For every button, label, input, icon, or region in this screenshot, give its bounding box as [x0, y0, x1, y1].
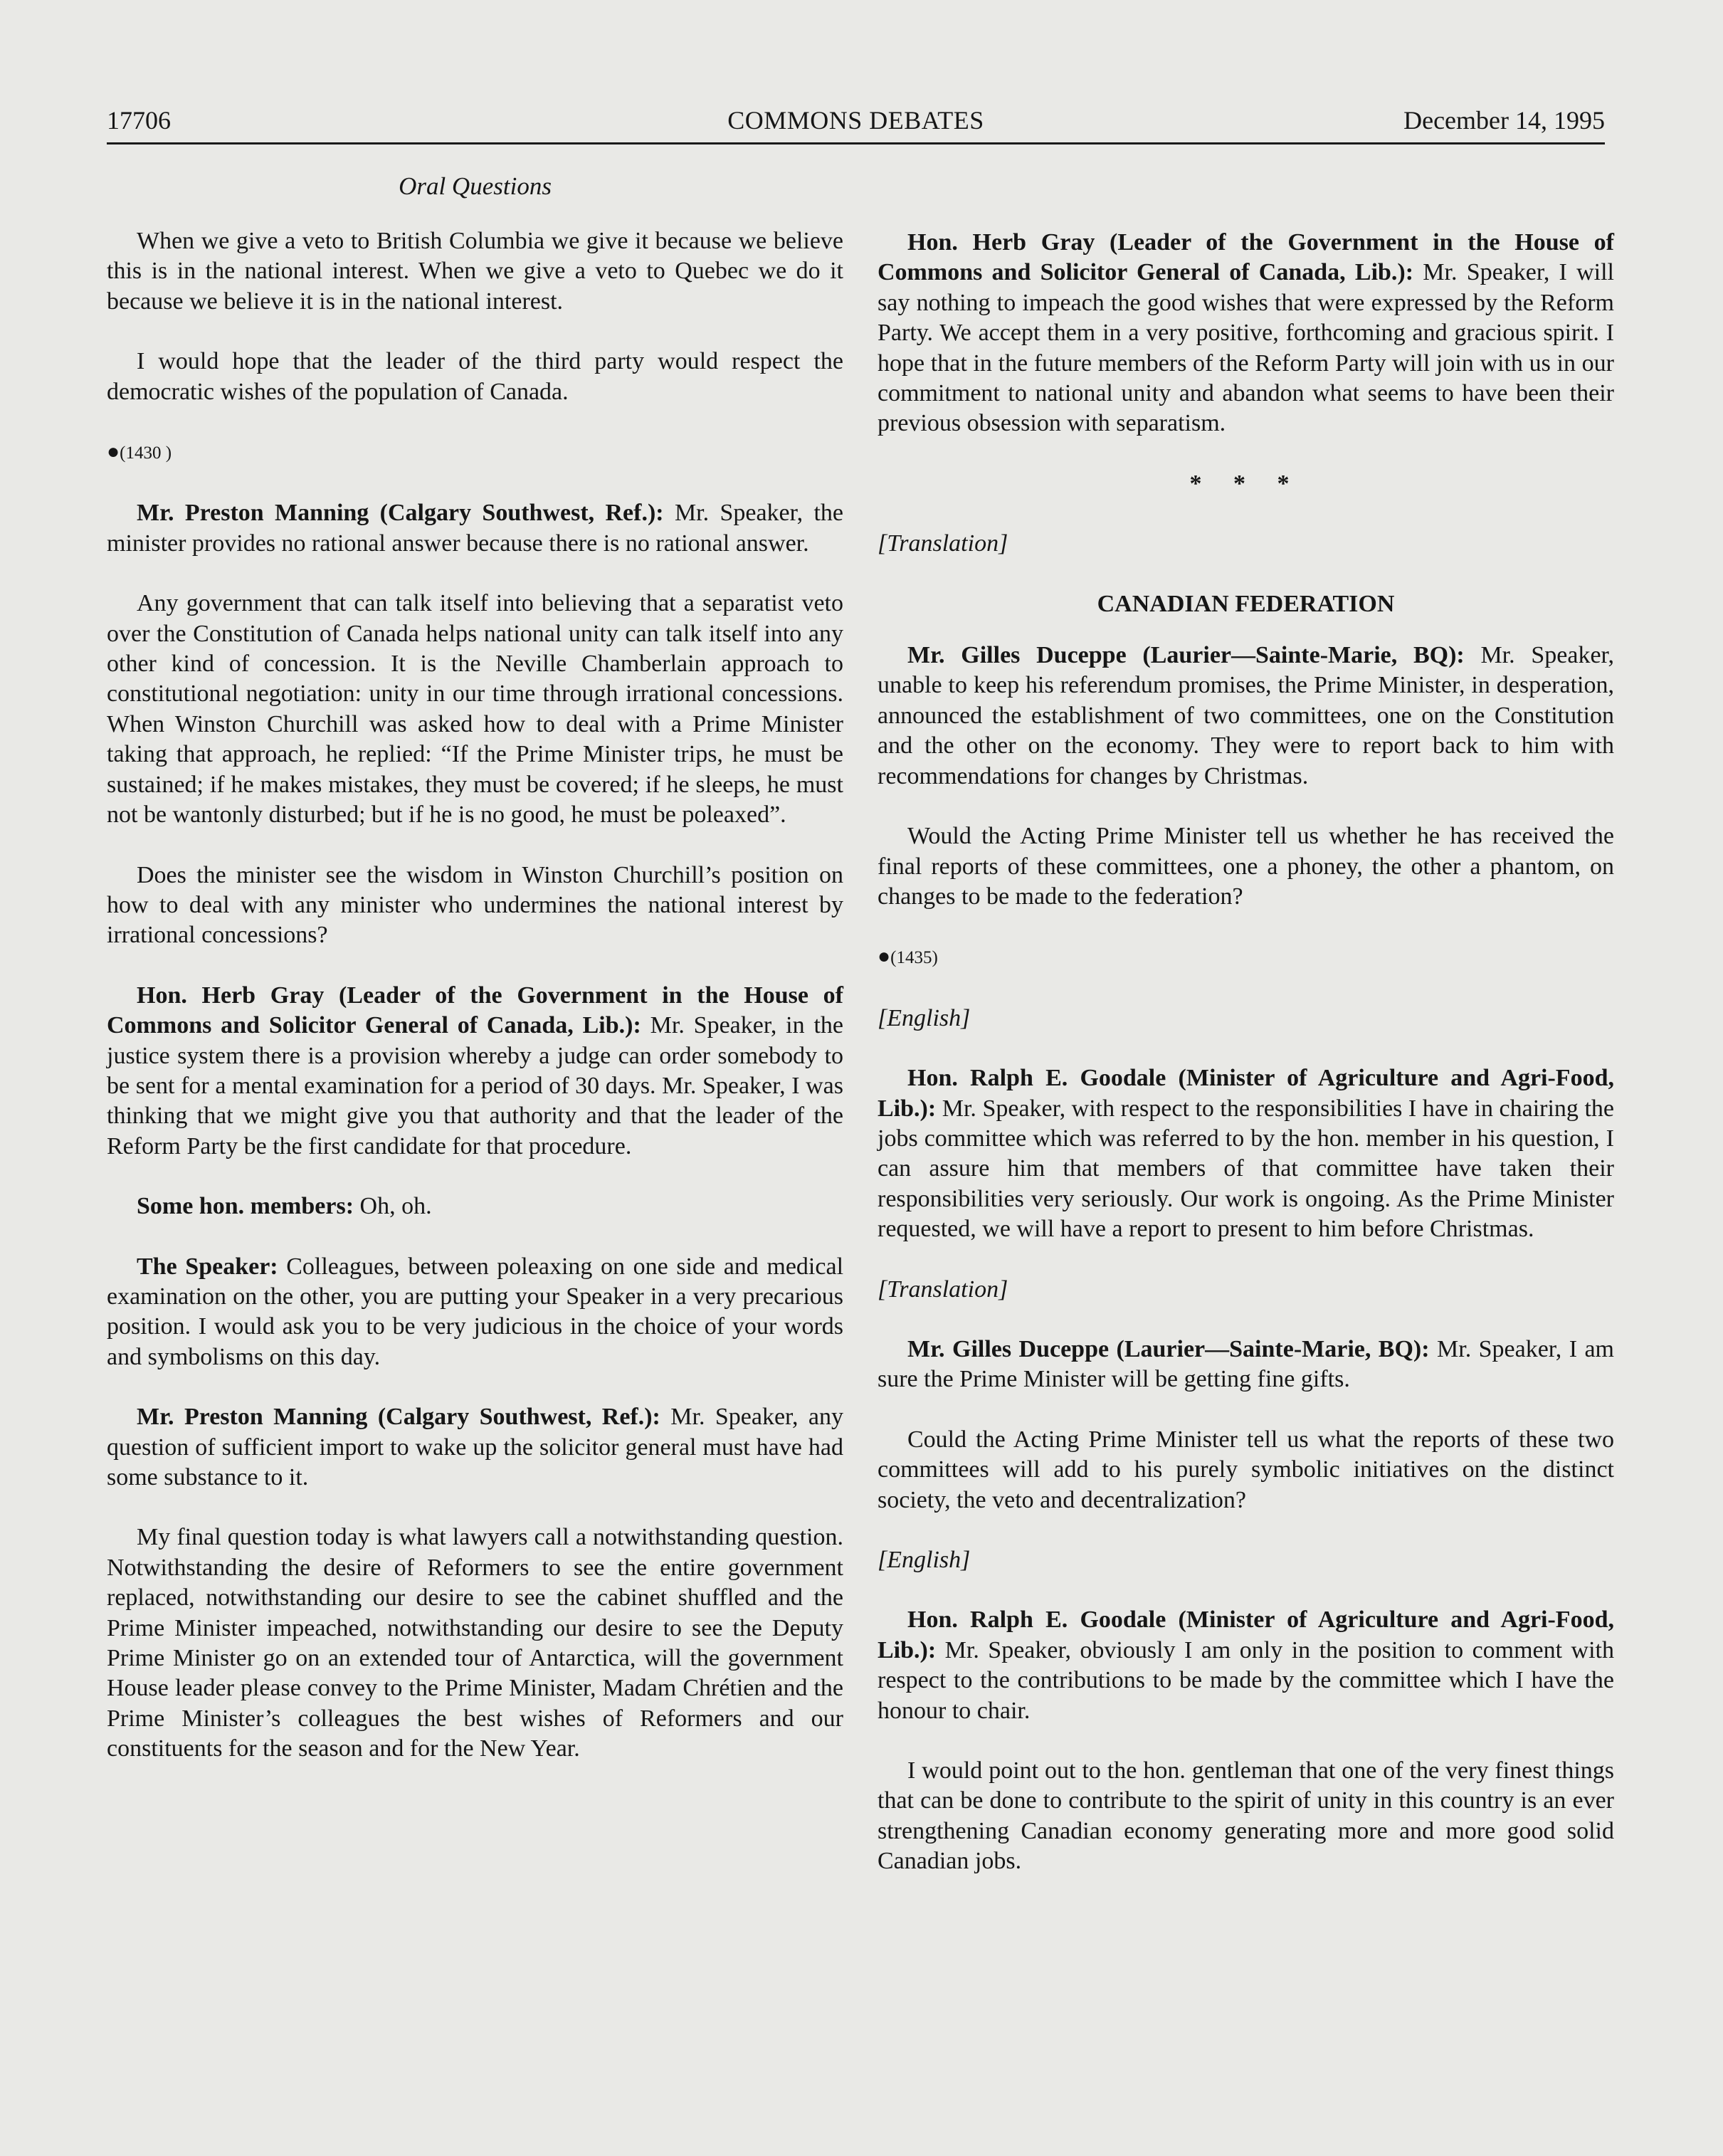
publication-title: COMMONS DEBATES: [727, 106, 984, 135]
right-column: [878, 228, 1614, 1877]
publication-date: December 14, 1995: [1403, 106, 1605, 135]
section-heading: CANADIAN FEDERATION: [1097, 590, 1395, 617]
paragraph: I would point out to the hon. gentleman that one of the very finest things that can be done to contribute to the spirit of unity in this country is an ever strengthening Canadian economy generating more and more good solid Canadian jobs.: [878, 1757, 1614, 1875]
paragraph: [107, 1192, 843, 1221]
page-number: 17706: [107, 106, 171, 135]
speaker-name: Hon. Ralph E. Goodale (Minister of Agriculture and Agri-Food, Lib.):: [878, 1065, 1614, 1122]
speech-text: Mr. Speaker, any question of sufficient import to wake up the solicitor general must have had some substance to it.: [107, 1404, 843, 1490]
paragraph: My final question today is what lawyers call a notwithstanding question. Notwithstanding the desire of Reformers to see the entire government replaced, notwithstanding our desire to see the cabinet shuffled and the Prime Minister impeached, notwithstanding our desire to see the Deputy Prime Minister go on an extended tour of Antarctica, will the government House leader please convey to the Prime Minister, Madam Chrétien and the Prime Minister’s colleagues the best wishes of Reformers and our constituents for the season and for the New Year.: [107, 1524, 843, 1762]
speech-text: Mr. Speaker, with respect to the responsibilities I have in chairing the jobs committee which was referred to by the hon. member in his question, I can assure him that members of that committee have taken their responsibilities very seriously. Our work is ongoing. As the Prime Minister requested, we will have a report to present to him before Christmas.: [878, 1095, 1614, 1243]
speaker-name: Mr. Preston Manning (Calgary Southwest, Ref.):: [137, 500, 664, 527]
paragraph: Could the Acting Prime Minister tell us what the reports of these two committees will add to his purely symbolic initiatives on the distinct society, the veto and decentralization?: [878, 1426, 1614, 1513]
speech-text: Mr. Speaker, in the justice system there is a provision whereby a judge can order somebody to be sent for a mental examination for a period of 30 days. Mr. Speaker, I was thinking that we might give you that authority and that the leader of the Reform Party be the first candidate for that procedure.: [107, 1012, 843, 1159]
speech-text: Mr. Speaker, unable to keep his referendum promises, the Prime Minister, in desperation, announced the establishment of two committees, one on the Constitution and the other on the economy. They were to report back to him with recommendations for changes by Christmas.: [878, 642, 1614, 789]
paragraph: When we give a veto to British Columbia we give it because we believe this is in the national interest. When we give a veto to Quebec we do it because we believe it is in the national interest.: [107, 228, 843, 315]
paragraph: [878, 1335, 1614, 1395]
paragraph: I would hope that the leader of the third party would respect the democratic wishes of the population of Canada.: [107, 348, 843, 405]
speaker-name: Hon. Herb Gray (Leader of the Government in the House of Commons and Solicitor General of Canada, Lib.):: [107, 982, 843, 1039]
speech-text: Colleagues, between poleaxing on one side and medical examination on the other, you are putting your Speaker in a very precarious position. I would ask you to be very judicious in the choice of your words and symbolisms on this day.: [107, 1253, 844, 1370]
paragraph: [878, 1063, 1614, 1244]
speaker-name: The Speaker:: [137, 1253, 278, 1280]
speech-text: Mr. Speaker, obviously I am only in the position to comment with respect to the contributions to be made by the committee which I have the honour to chair.: [878, 1636, 1614, 1724]
speaker-name: Some hon. members:: [137, 1193, 354, 1220]
speaker-name: Hon. Herb Gray (Leader of the Government in the House of Commons and Solicitor General of Canada, Lib.):: [878, 229, 1614, 286]
paragraph: [107, 498, 843, 559]
speech-text: Mr. Speaker, the minister provides no rational answer because there is no rational answer.: [107, 500, 843, 557]
speech-text: Oh, oh.: [354, 1193, 432, 1220]
timestamp: (1435): [890, 948, 938, 968]
paragraph: [107, 1402, 843, 1493]
language-tag: [English]: [878, 1547, 971, 1573]
speaker-name: Mr. Gilles Duceppe (Laurier—Sainte-Marie, BQ):: [907, 1335, 1430, 1362]
speaker-name: Mr. Gilles Duceppe (Laurier—Sainte-Marie, BQ):: [907, 642, 1465, 669]
running-head: Oral Questions: [399, 172, 552, 200]
paragraph: Any government that can talk itself into believing that a separatist veto over the Constitution of Canada helps national unity can talk itself into any other kind of concession. It is the Neville Chamberlain approach to constitutional negotiation: unity in our time through irrational concessions. When Winston Churchill was asked how to deal with a Prime Minister taking that approach, he replied: “If the Prime Minister trips, he must be sustained; if he makes mistakes, they must be covered; if he sleeps, he must not be wantonly disturbed; but if he is no good, he must be poleaxed”.: [107, 590, 843, 829]
speaker-name: Mr. Preston Manning (Calgary Southwest, Ref.):: [137, 1404, 660, 1431]
bullet-icon: ●: [878, 945, 891, 969]
timestamp-marker: [878, 942, 1614, 973]
timestamp-marker: [107, 437, 843, 468]
paragraph: Would the Acting Prime Minister tell us whether he has received the final reports of these committees, one a phoney, the other a phantom, on changes to be made to the federation?: [878, 823, 1614, 910]
section-divider: * * *: [1189, 470, 1302, 497]
left-column: [107, 226, 843, 1765]
speaker-name: Hon. Ralph E. Goodale (Minister of Agriculture and Agri-Food, Lib.):: [878, 1607, 1614, 1663]
bullet-icon: ●: [107, 440, 120, 464]
paragraph: Does the minister see the wisdom in Winston Churchill’s position on how to deal with any minister who undermines the national interest by irrational concessions?: [107, 861, 843, 949]
language-tag: [Translation]: [878, 1276, 1008, 1303]
timestamp: (1430 ): [120, 443, 172, 463]
paragraph: [107, 981, 843, 1162]
page-header: [107, 100, 1605, 144]
language-tag: [Translation]: [878, 530, 1008, 557]
paragraph: [878, 228, 1614, 439]
speech-text: Mr. Speaker, I am sure the Prime Minister will be getting fine gifts.: [878, 1335, 1614, 1393]
paragraph: [878, 1605, 1614, 1726]
language-tag: [English]: [878, 1004, 971, 1031]
paragraph: [878, 641, 1614, 792]
speech-text: Mr. Speaker, I will say nothing to impeach the good wishes that were expressed by the Reform Party. We accept them in a very positive, forthcoming and gracious spirit. I hope that in the future members of the Reform Party will join with us in our commitment to national unity and abandon what seems to have been their previous obsession with separatism.: [878, 259, 1614, 437]
paragraph: [107, 1252, 843, 1373]
